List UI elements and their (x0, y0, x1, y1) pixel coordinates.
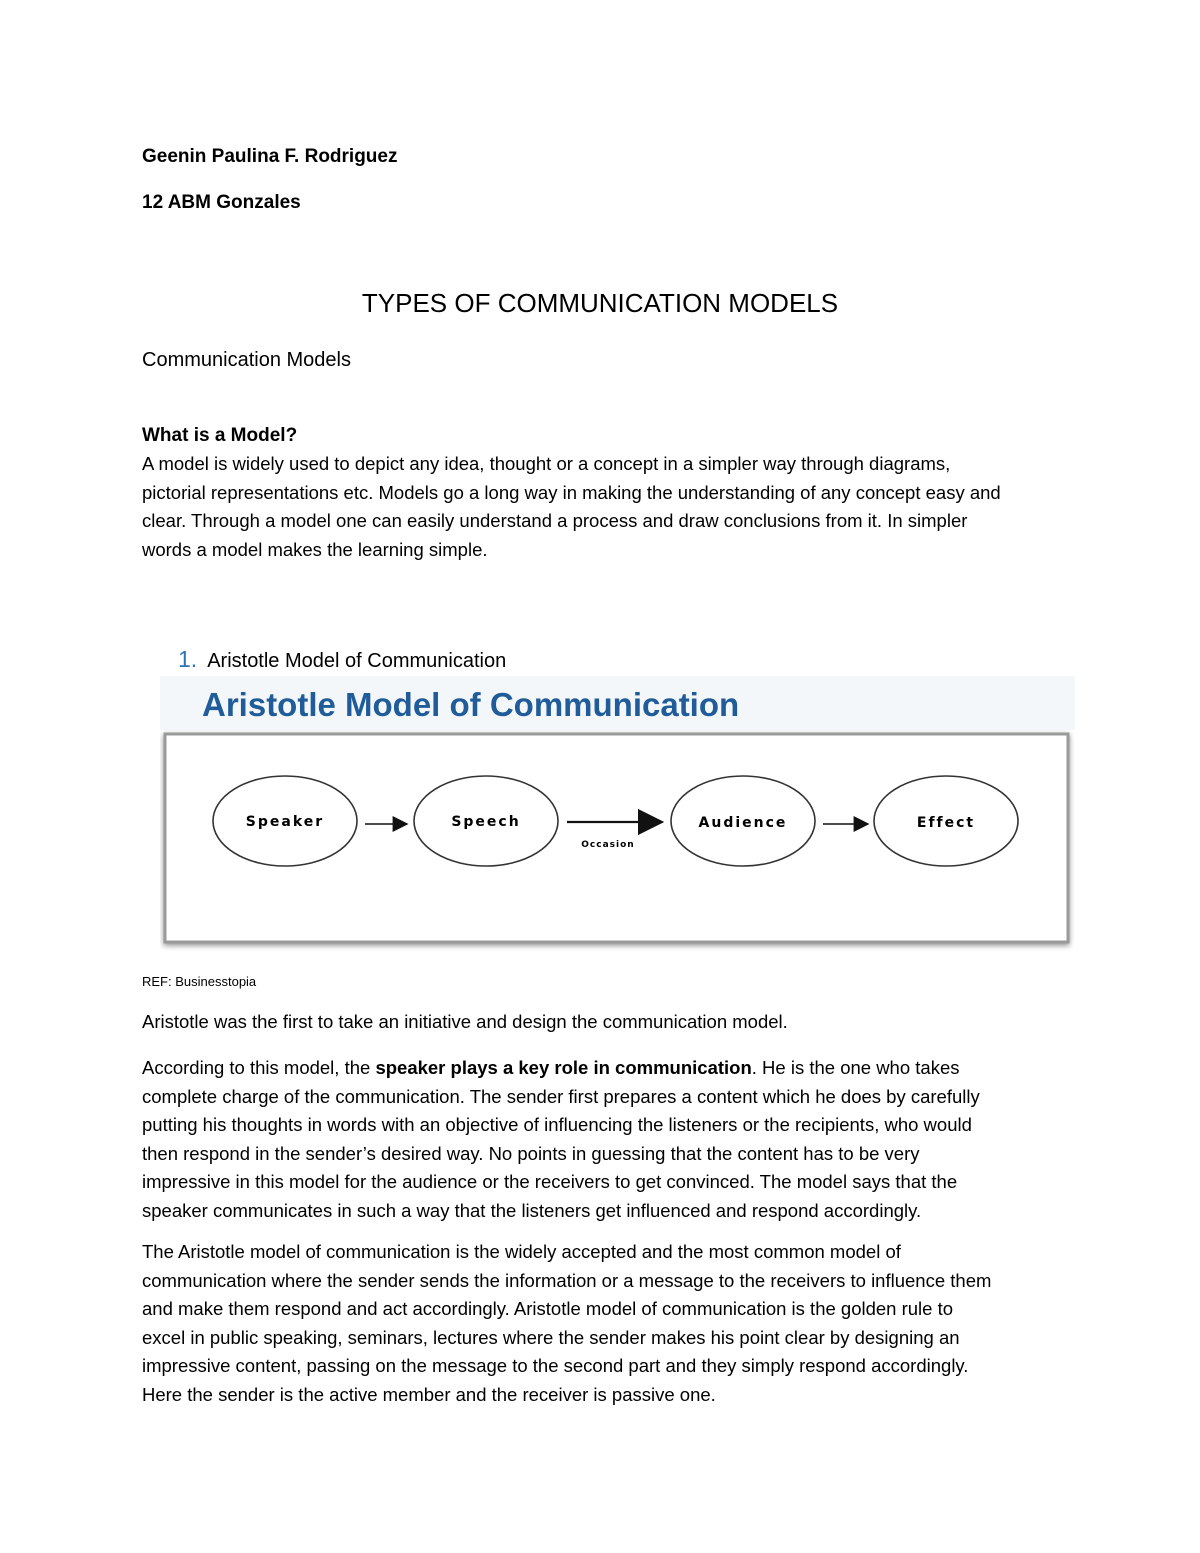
paragraph-line: complete charge of the communication. The sender first prepares a content which he does by carefully (142, 1085, 980, 1107)
subtitle: Communication Models (142, 349, 351, 371)
text-run: . He is the one who takes (751, 1057, 960, 1078)
paragraph-line (142, 1054, 1072, 1083)
paragraph-line: and make them respond and act accordingly. Aristotle model of communication is the golden rule to (142, 1298, 954, 1320)
page-title: TYPES OF COMMUNICATION MODELS (361, 288, 839, 318)
paragraph-line: communication where the sender sends the information or a message to the receivers to influence them (142, 1269, 992, 1291)
paragraph-line: clear. Through a model one can easily understand a process and draw conclusions from it. In simpler (142, 510, 968, 532)
aristotle-model-figure (160, 676, 1075, 951)
occasion-label: Occasion (581, 840, 635, 850)
speaker-role-paragraph (142, 1054, 1072, 1226)
text-run: According to this model, the (142, 1057, 376, 1078)
figure-title: Aristotle Model of Communication (202, 686, 740, 723)
speaker-label: Speaker (245, 814, 325, 830)
paragraph-line: A model is widely used to depict any idea, thought or a concept in a simpler way through diagrams, (142, 453, 951, 474)
paragraph-line: speaker communicates in such a way that the listeners get influenced and respond accordingly. (142, 1199, 922, 1221)
heading-text: Aristotle Model of Communication (207, 650, 507, 672)
figure-reference: REF: Businesstopia (142, 974, 257, 989)
intro-paragraph (142, 1008, 1072, 1037)
paragraph-line: then respond in the sender’s desired way. No points in guessing that the content has to be very (142, 1142, 920, 1164)
paragraph-line: impressive in this model for the audience or the receivers to get convinced. The model says that the (142, 1171, 958, 1193)
model-definition-paragraph (142, 450, 1072, 564)
paragraph-line: The Aristotle model of communication is the widely accepted and the most common model of (142, 1241, 901, 1262)
author-name: Geenin Paulina F. Rodriguez (142, 146, 398, 167)
paragraph-line: pictorial representations etc. Models go a long way in making the understanding of any concept easy and (142, 481, 1001, 503)
aristotle-summary-paragraph (142, 1238, 1072, 1410)
paragraph-line: putting his thoughts in words with an objective of influencing the listeners or the recipients, who would (142, 1114, 972, 1136)
class-section: 12 ABM Gonzales (142, 192, 301, 213)
emphasis-text: speaker plays a key role in communication (375, 1057, 752, 1078)
paragraph-line: words a model makes the learning simple. (142, 538, 488, 560)
question-heading: What is a Model? (142, 425, 298, 446)
numbered-heading (178, 644, 506, 676)
speech-label: Speech (451, 814, 521, 830)
paragraph-line: impressive content, passing on the message to the second part and they simply respond accordingly. (142, 1355, 969, 1377)
audience-label: Audience (698, 815, 788, 831)
paragraph-line: Here the sender is the active member and the receiver is passive one. (142, 1383, 716, 1405)
effect-label: Effect (916, 815, 976, 831)
list-number: 1. (178, 646, 198, 672)
paragraph-line: excel in public speaking, seminars, lectures where the sender makes his point clear by designing an (142, 1326, 960, 1348)
paragraph-line: Aristotle was the first to take an initiative and design the communication model. (142, 1011, 788, 1032)
